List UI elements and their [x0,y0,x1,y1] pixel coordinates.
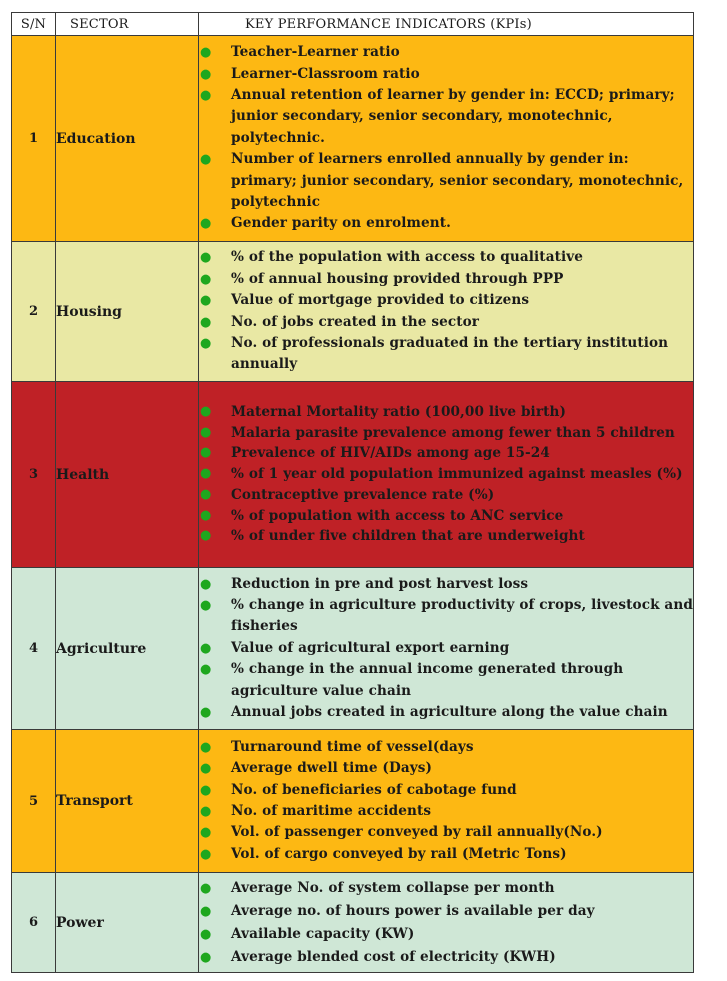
bullet-icon: ● [200,293,212,309]
bullet-icon: ● [200,846,212,862]
bullet-icon: ● [200,926,212,942]
kpi-text: Prevalence of HIV/AIDs among age 15-24 [231,445,550,462]
bullet-icon: ● [200,216,212,232]
bullet-icon: ● [200,445,212,461]
kpi-text: No. of beneficiaries of cabotage fund [231,781,517,798]
bullet-icon: ● [200,597,212,613]
kpi-item [199,269,693,290]
kpi-item [199,290,693,311]
bullet-icon: ● [200,45,212,61]
bullet-icon: ● [200,949,212,965]
kpi-text: % of population with access to ANC service [231,507,564,524]
kpi-item [199,844,693,865]
kpi-item [199,801,693,822]
kpi-item [199,149,693,213]
kpi-text: Value of agricultural export earning [231,639,510,656]
kpi-list [199,247,693,375]
kpi-table-body [12,36,694,973]
table-row [12,568,694,730]
kpi-item [199,443,693,464]
table-row [12,382,694,568]
header-kpi: KEY PERFORMANCE INDICATORS (KPIs) [199,13,694,36]
kpi-text: % of the population with access to qualitative [231,249,583,266]
kpi-item [199,333,693,376]
kpi-list [199,574,693,724]
table-row [12,730,694,873]
bullet-icon: ● [200,825,212,841]
kpi-text: Contraceptive prevalence rate (%) [231,486,495,503]
table-row [12,873,694,973]
bullet-icon: ● [200,66,212,82]
bullet-icon: ● [200,576,212,592]
bullet-icon: ● [200,335,212,351]
row-sector: Education [56,36,199,242]
kpi-text: Average dwell time (Days) [231,760,433,777]
bullet-icon: ● [200,782,212,798]
kpi-item [199,780,693,801]
kpi-table [11,12,694,973]
kpi-item [199,247,693,268]
bullet-icon: ● [200,804,212,819]
kpi-item [199,822,693,843]
kpi-text: Vol. of cargo conveyed by rail (Metric Tons) [231,845,567,862]
kpi-item [199,946,693,969]
kpi-text: Annual jobs created in agriculture along the value chain [231,704,668,721]
kpi-text: Available capacity (KW) [231,925,415,942]
table-row [12,36,694,242]
bullet-icon: ● [200,739,212,755]
bullet-icon: ● [200,424,212,440]
kpi-item [199,85,693,149]
kpi-item [199,506,693,527]
kpi-text: No. of professionals graduated in the tertiary institution annually [231,334,669,373]
kpi-text: Maternal Mortality ratio (100,00 live birth) [231,403,566,420]
kpi-item [199,464,693,485]
row-sn: 2 [12,242,56,382]
kpi-text: % of annual housing provided through PPP [231,270,564,287]
row-sector: Health [56,382,199,568]
bullet-icon: ● [200,903,212,919]
row-kpis [199,36,694,242]
table-row [12,242,694,382]
kpi-text: Average No. of system collapse per month [231,879,555,896]
kpi-item [199,64,693,85]
row-kpis [199,242,694,382]
kpi-text: Gender parity on enrolment. [231,215,451,232]
kpi-item [199,485,693,506]
kpi-text: No. of jobs created in the sector [231,313,480,330]
kpi-item [199,900,693,923]
bullet-icon: ● [200,403,212,419]
bullet-icon: ● [200,466,212,482]
kpi-item [199,526,693,547]
header-row [12,13,694,36]
bullet-icon: ● [200,880,212,896]
kpi-list [199,877,693,969]
kpi-text: Turnaround time of vessel(days [231,738,474,755]
row-sn: 6 [12,873,56,973]
kpi-item [199,638,693,659]
row-sector: Housing [56,242,199,382]
kpi-item [199,923,693,946]
kpi-text: Average no. of hours power is available per day [231,902,595,919]
row-kpis [199,568,694,730]
bullet-icon: ● [200,271,212,287]
kpi-item [199,213,693,234]
row-sn: 3 [12,382,56,568]
kpi-item [199,574,693,595]
row-sector: Power [56,873,199,973]
row-sn: 5 [12,730,56,873]
bullet-icon: ● [200,486,212,502]
row-sn: 1 [12,36,56,242]
bullet-icon: ● [200,314,212,330]
row-sector: Transport [56,730,199,873]
row-kpis [199,730,694,873]
bullet-icon: ● [200,662,212,678]
kpi-item [199,42,693,63]
row-sector: Agriculture [56,568,199,730]
header-sector: SECTOR [56,13,199,36]
kpi-item [199,423,693,444]
kpi-text: Vol. of passenger conveyed by rail annually(No.) [231,824,603,841]
bullet-icon: ● [200,528,212,544]
kpi-text: Annual retention of learner by gender in: ECCD; primary; junior secondary, senior secondary, monotechnic, polytechnic. [231,86,675,146]
kpi-item [199,595,693,638]
bullet-icon: ● [200,507,212,523]
kpi-text: Average blended cost of electricity (KWH) [231,948,556,965]
kpi-text: Malaria parasite prevalence among fewer than 5 children [231,424,675,441]
kpi-list [199,42,693,235]
kpi-item [199,737,693,758]
kpi-text: Teacher-Learner ratio [231,44,400,61]
row-sn: 4 [12,568,56,730]
kpi-text: % change in the annual income generated through agriculture value chain [231,661,624,699]
row-kpis [199,382,694,568]
kpi-list [199,402,693,548]
header-sn: S/N [12,13,56,36]
kpi-item [199,402,693,423]
kpi-text: % of under five children that are underweight [231,528,585,545]
kpi-text: Number of learners enrolled annually by gender in: primary; junior secondary, senior secondary, monotechnic, polytechnic [231,151,684,211]
kpi-text: Value of mortgage provided to citizens [231,292,530,309]
kpi-item [199,702,693,723]
kpi-list [199,737,693,865]
kpi-text: Reduction in pre and post harvest loss [231,575,529,592]
row-kpis [199,873,694,973]
bullet-icon: ● [200,640,212,656]
kpi-text: % of 1 year old population immunized against measles (%) [231,466,683,483]
kpi-item [199,758,693,779]
bullet-icon: ● [200,761,212,777]
kpi-text: % change in agriculture productivity of crops, livestock and fisheries [231,596,693,635]
bullet-icon: ● [200,152,212,168]
kpi-item [199,877,693,900]
bullet-icon: ● [200,87,212,103]
kpi-text: No. of maritime accidents [231,803,432,819]
kpi-text: Learner-Classroom ratio [231,65,420,82]
kpi-item [199,659,693,702]
kpi-item [199,312,693,333]
bullet-icon: ● [200,705,212,721]
bullet-icon: ● [200,250,212,266]
